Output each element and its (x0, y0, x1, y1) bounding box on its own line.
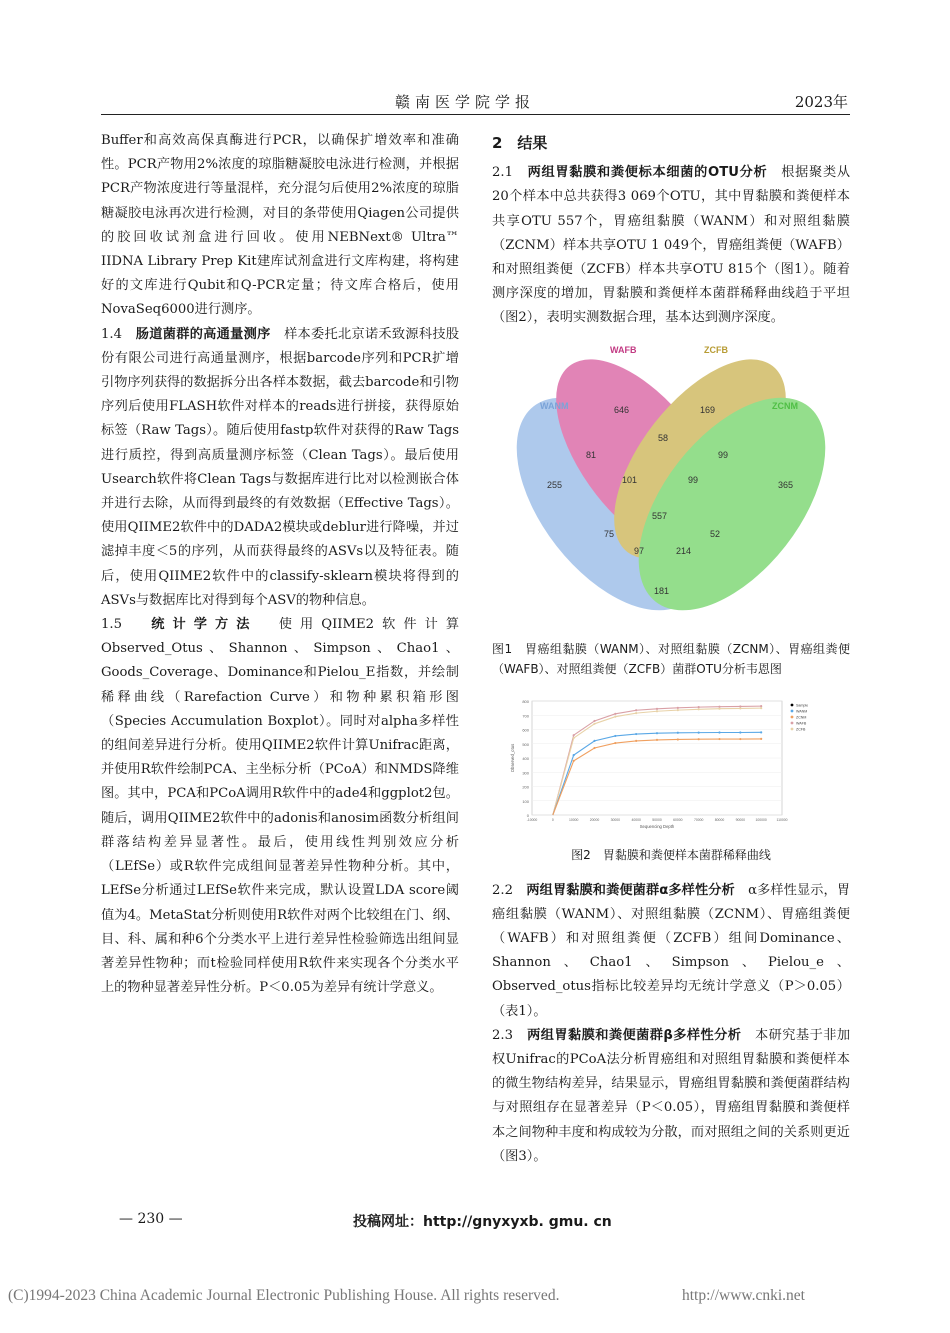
cnki-link[interactable]: http://www.cnki.net (682, 1287, 805, 1304)
legend-label: ZCFB (796, 727, 806, 732)
data-point (573, 737, 575, 739)
x-tick-label: 10000 (568, 817, 579, 822)
section-title: 两组胃黏膜和粪便标本细菌的OTU分析 (527, 165, 768, 181)
venn-diagram (492, 339, 850, 639)
venn-label-wafb: WAFB (610, 344, 637, 355)
caption-text: 胃癌组黏膜（WANM）、对照组黏膜（ZCNM）、胃癌组粪便（WAFB）、对照组粪便（ZCFB）菌群OTU分析韦恩图 (492, 641, 850, 676)
section-title: 两组胃黏膜和粪便菌群β多样性分析 (527, 1027, 742, 1043)
section-body: 根据聚类从20个样本中总共获得3 069个OTU，其中胃黏膜和粪便样本共享OTU 557个，胃癌组黏膜（WANM）和对照组黏膜（ZCNM）样本共享OTU 1 049个，胃癌组粪便（WAFB）和对照组粪便（ZCFB）样本共享OTU 815个（图1）。随着测序深度的增加，胃黏膜和粪便样本菌群稀释曲线趋于平坦（图2），表明实测数据合理，基本达到测序深度。 (492, 165, 851, 326)
venn-count: 99 (688, 474, 699, 485)
section-title: 统计学方法 (151, 617, 258, 633)
data-point (593, 722, 595, 724)
section-number: 1.5 (101, 617, 122, 633)
legend-marker (791, 715, 794, 718)
venn-count: 557 (652, 510, 668, 521)
venn-svg (492, 339, 850, 639)
x-tick-label: 60000 (673, 817, 683, 822)
y-tick-label: 300 (522, 769, 529, 775)
data-point (739, 731, 741, 733)
legend-marker (791, 709, 794, 712)
caption-label: 图1 (492, 641, 513, 656)
venn-count: 646 (614, 404, 630, 415)
venn-count: 101 (622, 474, 638, 485)
section-number: 1.4 (101, 326, 122, 342)
data-point (614, 712, 616, 714)
section-body: 使用QIIME2软件计算Observed_Otus、Shannon、Simpson、Chao1、Goods_Coverage、Dominance和Pielou_E指数，并绘制稀释曲线（Rarefaction Curve）和物种累积箱形图（Species Accumulation Boxplot）。同时对alpha多样性的组间差异进行分析。使用QIIME2软件计算Unifrac距离，并使用R软件绘制PCA、主坐标分析（PCoA）和NMDS降维图。其中，PCA和PCoA调用R软件中的ade4和ggplot2包。随后，调用QIIME2软件中的adonis和anosim函数分析组间群落结构差异显著性。最后，使用线性判别效应分析（LEfSe）或R软件完成组间显著差异性物种分析。其中，LEfSe分析通过LEfSe软件来完成，默认设置LDA score阈值为4。MetaStat分析则使用R软件对两个比较组在门、纲、目、科、属和种6个分类水平上进行差异性检验筛选出组间显著差异性物种；而t检验同样使用R软件来实现各个分类水平上的物种显著差异性分析。P＜0.05为差异有统计学意义。 (101, 617, 460, 996)
venn-count: 169 (700, 404, 716, 415)
data-point (614, 742, 616, 744)
y-axis-label: Observed_otus (510, 743, 515, 772)
legend-label: WANM (796, 709, 808, 714)
x-tick-label: 80000 (714, 817, 725, 822)
header-rule (101, 114, 850, 115)
data-point (739, 738, 741, 740)
section-2-1 (492, 161, 850, 330)
x-tick-label: 90000 (735, 817, 746, 822)
venn-count: 97 (634, 545, 645, 556)
data-point (635, 709, 637, 711)
x-tick-label: 20000 (589, 817, 600, 822)
data-point (635, 739, 637, 741)
legend-marker (791, 727, 794, 730)
data-point (656, 732, 658, 734)
data-point (760, 737, 762, 739)
data-point (718, 707, 720, 709)
data-point (635, 712, 637, 714)
right-column (492, 129, 850, 1169)
venn-count: 365 (778, 479, 794, 490)
y-tick-label: 800 (522, 698, 529, 704)
left-column (101, 129, 459, 1000)
legend-label: Sample (796, 703, 809, 708)
legend-label: WAFB (796, 721, 807, 726)
section-title: 肠道菌群的高通量测序 (135, 326, 271, 342)
data-point (677, 706, 679, 708)
rarefaction-chart (492, 693, 850, 843)
data-point (573, 734, 575, 736)
venn-count: 81 (586, 449, 597, 460)
y-tick-label: 600 (522, 727, 529, 733)
data-point (593, 719, 595, 721)
section-1-4 (101, 323, 459, 613)
data-point (760, 705, 762, 707)
y-tick-label: 0 (526, 812, 529, 818)
legend-marker (791, 721, 794, 724)
data-point (656, 707, 658, 709)
data-point (718, 731, 720, 733)
figure-1-caption (492, 639, 850, 679)
data-point (677, 731, 679, 733)
data-point (614, 715, 616, 717)
section-body: 样本委托北京诺禾致源科技股份有限公司进行高通量测序，根据barcode序列和PCR扩增引物序列获得的数据拆分出各样本数据，截去barcode和引物序列后使用FLASH软件对样本的reads进行拼接，获得原始标签（Raw Tags）。随后使用fastp软件对获得的Raw Tags进行质控，得到高质量测序标签（Clean Tags）。最后使用Usearch软件将Clean Tags与数据库进行比对以检测嵌合体并进行去除，从而得到最终的有效数据（Effective Tags）。使用QIIME2软件中的DADA2模块或deblur进行降噪，并过滤掉丰度＜5的序列，从而获得最终的ASVs以及特征表。随后，使用QIIME2软件中的classify-sklearn模块将得到的ASVs与数据库比对得到每个ASV的物种信息。 (101, 326, 460, 608)
y-tick-label: 200 (522, 784, 529, 790)
y-tick-label: 400 (522, 755, 529, 761)
data-point (573, 759, 575, 761)
venn-count: 75 (604, 528, 615, 539)
x-tick-label: -10000 (526, 817, 538, 822)
y-tick-label: 100 (522, 798, 529, 804)
data-point (698, 738, 700, 740)
copyright-notice: (C)1994-2023 China Academic Journal Electronic Publishing House. All rights reserved. (8, 1287, 560, 1304)
x-tick-label: 110000 (776, 817, 788, 822)
data-point (593, 747, 595, 749)
section-number: 2.3 (492, 1027, 513, 1043)
section-2-2 (492, 879, 850, 1024)
y-tick-label: 500 (522, 741, 529, 747)
rarefaction-svg (492, 693, 850, 843)
data-point (698, 708, 700, 710)
running-header-year: 2023年 (794, 93, 848, 111)
section-2-3 (492, 1024, 850, 1169)
data-point (698, 706, 700, 708)
venn-label-zcnm: ZCNM (772, 400, 798, 411)
figure-2-caption (492, 845, 850, 865)
venn-count: 214 (676, 545, 692, 556)
venn-count: 52 (710, 528, 721, 539)
section-body: α多样性显示，胃癌组黏膜（WANM）、对照组黏膜（ZCNM）、胃癌组粪便（WAFB）和对照组粪便（ZCFB）组间Dominance、Shannon、Chao1、Simpson、Pielou_e、Observed_otus指标比较差异均无统计学意义（P＞0.05）（表1）。 (492, 882, 851, 1019)
x-tick-label: 30000 (610, 817, 621, 822)
data-point (677, 738, 679, 740)
legend-label: ZCNM (796, 715, 807, 720)
y-tick-label: 700 (522, 712, 529, 718)
data-point (760, 731, 762, 733)
page-number: — 230 — (119, 1211, 183, 1227)
venn-label-wanm: WANM (540, 400, 569, 411)
section-number: 2.2 (492, 882, 513, 898)
data-point (739, 705, 741, 707)
data-point (573, 754, 575, 756)
x-tick-label: 50000 (652, 817, 662, 822)
caption-label: 图2 (571, 847, 591, 862)
data-point (760, 707, 762, 709)
x-axis-label: Sequencing Depth (639, 823, 675, 829)
data-point (593, 739, 595, 741)
data-point (739, 707, 741, 709)
data-point (656, 710, 658, 712)
data-point (718, 738, 720, 740)
venn-count: 181 (654, 585, 670, 596)
paragraph-methods-pcr: Buffer和高效高保真酶进行PCR，以确保扩增效率和准确性。PCR产物用2%浓度的琼脂糖凝胶电泳进行检测，并根据PCR产物浓度进行等量混样，充分混匀后使用2%浓度的琼脂糖凝胶电泳再次进行检测，对目的条带使用Qiagen公司提供的胶回收试剂盒进行回收。使用NEBNext® Ultra™ IIDNA Library Prep Kit建库试剂盒进行文库构建，将构建好的文库进行Qubit和Q-PCR定量；待文库合格后，使用NovaSeq6000进行测序。 (101, 133, 459, 318)
data-point (718, 705, 720, 707)
data-point (698, 731, 700, 733)
venn-label-zcfb: ZCFB (704, 344, 728, 355)
section-number: 2.1 (492, 165, 513, 181)
caption-text: 胃黏膜和粪便样本菌群稀释曲线 (602, 847, 771, 862)
section-body: 本研究基于非加权Unifrac的PCoA法分析胃癌组和对照组胃黏膜和粪便样本的微生物结构差异，结果显示，胃癌组胃黏膜和粪便菌群结构与对照组存在显著差异（P＜0.05），胃癌组胃黏膜和粪便样本之间物种丰度和构成较为分散，而对照组之间的关系则更近（图3）。 (492, 1027, 851, 1164)
data-point (677, 709, 679, 711)
submission-url: 投稿网址：http://gnyxyxb. gmu. cn (353, 1214, 612, 1230)
x-tick-label: 40000 (631, 817, 641, 822)
section-1-5 (101, 613, 459, 1000)
x-tick-label: 0 (551, 817, 554, 822)
x-tick-label: 100000 (755, 817, 767, 822)
venn-count: 99 (718, 449, 729, 460)
running-header-journal: 赣南医学院学报 (395, 93, 536, 111)
x-tick-label: 70000 (693, 817, 704, 822)
section-title: 两组胃黏膜和粪便菌群α多样性分析 (526, 882, 735, 898)
venn-count: 255 (547, 479, 563, 490)
legend-marker (791, 703, 794, 706)
data-point (656, 738, 658, 740)
venn-count: 58 (658, 432, 669, 443)
data-point (635, 733, 637, 735)
heading-results: 2 结果 (492, 134, 548, 152)
data-point (614, 734, 616, 736)
